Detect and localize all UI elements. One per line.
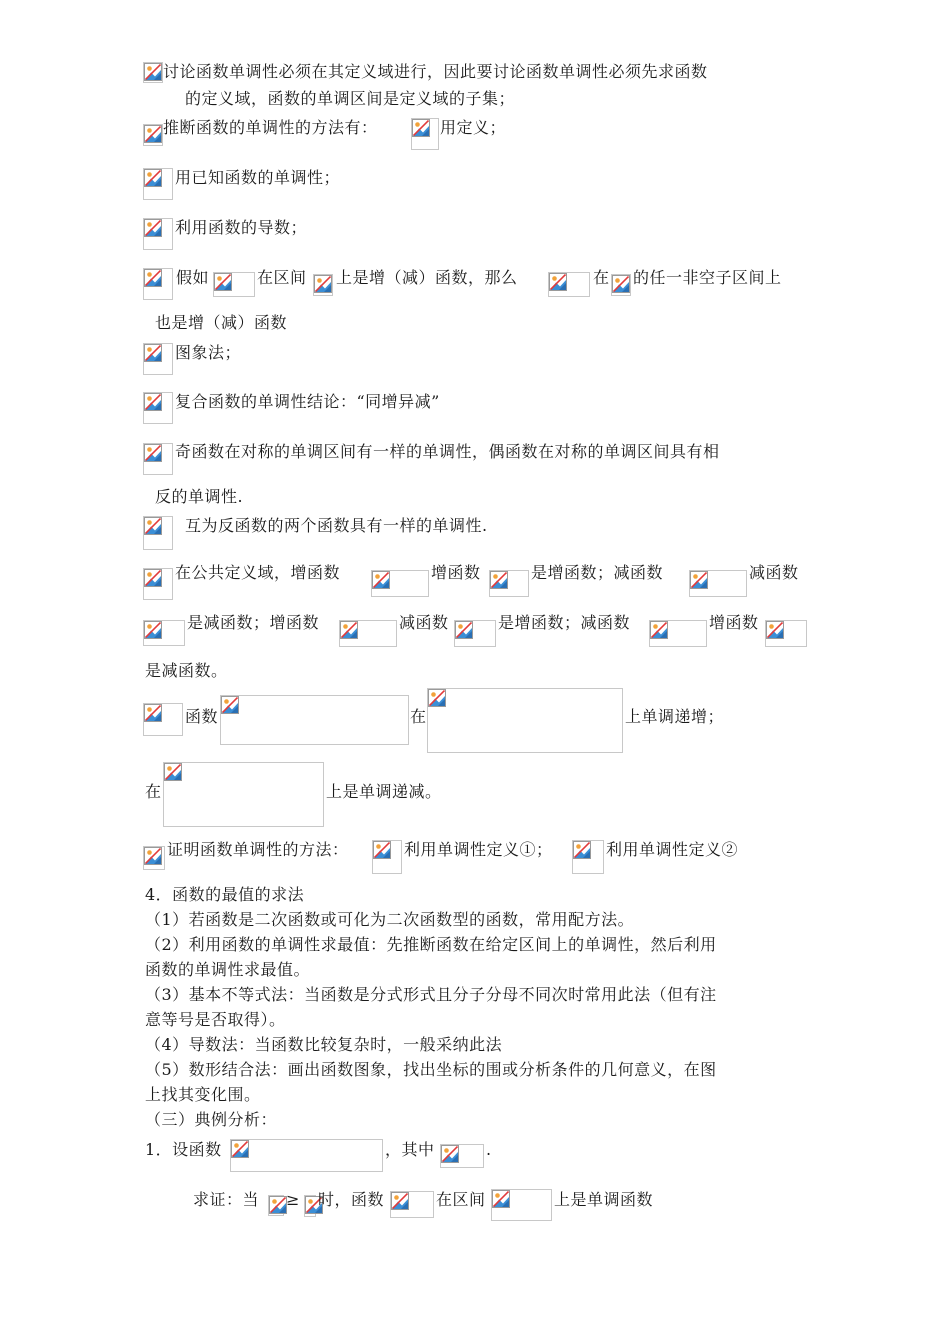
image-placeholder	[163, 762, 324, 827]
broken-image-icon	[164, 763, 182, 781]
broken-image-icon	[231, 1140, 249, 1158]
image-placeholder	[268, 1195, 284, 1216]
image-placeholder	[143, 392, 173, 424]
image-placeholder	[689, 570, 747, 597]
image-placeholder	[143, 124, 163, 146]
text-line: 推断函数的单调性的方法有：	[163, 118, 378, 137]
broken-image-icon	[573, 841, 591, 859]
broken-image-icon	[144, 569, 162, 587]
broken-image-icon	[144, 517, 162, 535]
text-line: .	[486, 1140, 492, 1159]
text-line: 的任一非空子区间上	[633, 268, 782, 287]
text-line: ≥	[286, 1190, 300, 1209]
image-placeholder	[489, 570, 529, 597]
text-line: 增函数	[431, 563, 481, 582]
text-line: 上单调递增；	[625, 707, 725, 726]
image-placeholder	[143, 168, 173, 200]
text-line: 在	[410, 707, 427, 726]
image-placeholder	[454, 620, 496, 647]
image-placeholder	[143, 568, 173, 600]
image-placeholder	[765, 620, 807, 647]
text-line: ，其中	[385, 1140, 435, 1159]
text-line: 在公共定义域，增函数	[175, 563, 341, 582]
broken-image-icon	[373, 841, 391, 859]
broken-image-icon	[490, 571, 508, 589]
text-line: 用定义；	[440, 118, 507, 137]
text-line: 减函数	[399, 613, 449, 632]
image-placeholder	[649, 620, 707, 647]
image-placeholder	[371, 570, 429, 597]
image-placeholder	[143, 443, 173, 475]
image-placeholder	[548, 272, 590, 297]
image-placeholder	[143, 62, 163, 83]
broken-image-icon	[221, 696, 239, 714]
section-heading: 4．函数的最值的求法	[145, 885, 305, 904]
broken-image-icon	[412, 119, 430, 137]
image-placeholder	[220, 695, 409, 745]
broken-image-icon	[214, 273, 232, 291]
text-line: 函数的单调性求最值。	[145, 960, 311, 979]
broken-image-icon	[372, 571, 390, 589]
text-line: 上是增（减）函数，那么	[336, 268, 518, 287]
text-line: 在	[593, 268, 610, 287]
text-line: （3）基本不等式法：当函数是分式形式且分子分母不同次时常用此法（但有注	[145, 985, 717, 1004]
broken-image-icon	[144, 269, 162, 287]
text-line: 在区间	[436, 1190, 486, 1209]
image-placeholder	[390, 1191, 434, 1218]
image-placeholder	[427, 688, 623, 753]
text-line: 用已知函数的单调性；	[175, 168, 341, 187]
broken-image-icon	[144, 169, 162, 187]
image-placeholder	[339, 620, 397, 647]
text-line: 利用函数的导数；	[175, 218, 308, 237]
broken-image-icon	[549, 273, 567, 291]
broken-image-icon	[314, 275, 332, 293]
image-placeholder	[143, 218, 173, 250]
text-line: 讨论函数单调性必须在其定义域进行，因此要讨论函数单调性必须先求函数	[163, 62, 708, 81]
broken-image-icon	[766, 621, 784, 639]
text-line: 意等号是否取得）。	[145, 1010, 286, 1029]
text-line: 假如	[176, 268, 210, 287]
text-line: 增函数	[709, 613, 759, 632]
image-placeholder	[411, 118, 439, 150]
broken-image-icon	[144, 847, 162, 865]
text-line: 是增函数；减函数	[531, 563, 664, 582]
image-placeholder	[143, 343, 173, 375]
broken-image-icon	[144, 444, 162, 462]
text-line: 证明函数单调性的方法：	[167, 840, 349, 859]
broken-image-icon	[144, 621, 162, 639]
text-line: （1）若函数是二次函数或可化为二次函数型的函数，常用配方法。	[145, 910, 635, 929]
image-placeholder	[143, 620, 185, 646]
broken-image-icon	[650, 621, 668, 639]
broken-image-icon	[144, 344, 162, 362]
text-line: （2）利用函数的单调性求最值：先推断函数在给定区间上的单调性，然后利用	[145, 935, 717, 954]
text-line: 的定义域，函数的单调区间是定义域的子集；	[185, 89, 516, 108]
text-line: 减函数	[749, 563, 799, 582]
text-line: 是减函数。	[145, 661, 228, 680]
broken-image-icon	[455, 621, 473, 639]
text-line: 在	[145, 782, 162, 801]
text-line: 奇函数在对称的单调区间有一样的单调性，偶函数在对称的单调区间具有相	[175, 442, 720, 461]
text-line: 复合函数的单调性结论：“同增异减”	[175, 392, 440, 411]
image-placeholder	[230, 1139, 383, 1172]
text-line: 在区间	[257, 268, 307, 287]
text-line: 图象法；	[175, 343, 242, 362]
text-line: 互为反函数的两个函数具有一样的单调性.	[185, 516, 488, 535]
text-line: 1．设函数	[145, 1140, 222, 1159]
image-placeholder	[213, 272, 255, 297]
broken-image-icon	[144, 704, 162, 722]
broken-image-icon	[612, 275, 630, 293]
image-placeholder	[143, 268, 173, 300]
text-line: 上找其变化围。	[145, 1085, 261, 1104]
broken-image-icon	[144, 393, 162, 411]
image-placeholder	[143, 516, 173, 550]
text-line: 利用单调性定义①；	[404, 840, 553, 859]
broken-image-icon	[340, 621, 358, 639]
image-placeholder	[143, 703, 183, 736]
image-placeholder	[491, 1189, 552, 1221]
broken-image-icon	[144, 63, 162, 81]
text-line: 上是单调函数	[554, 1190, 654, 1209]
text-line: （5）数形结合法：画出函数图象，找出坐标的围或分析条件的几何意义，在图	[145, 1060, 717, 1079]
broken-image-icon	[492, 1190, 510, 1208]
text-line: 是减函数；增函数	[187, 613, 320, 632]
text-line: 时，函数	[318, 1190, 385, 1209]
broken-image-icon	[269, 1196, 287, 1214]
image-placeholder	[372, 840, 402, 874]
text-line: 上是单调递减。	[326, 782, 442, 801]
broken-image-icon	[428, 689, 446, 707]
section-heading: （三）典例分析：	[145, 1110, 278, 1129]
broken-image-icon	[391, 1192, 409, 1210]
text-line: 利用单调性定义②	[606, 840, 739, 859]
image-placeholder	[572, 840, 604, 874]
image-placeholder	[143, 846, 165, 870]
broken-image-icon	[144, 125, 162, 143]
text-line: 求证：当	[193, 1190, 260, 1209]
broken-image-icon	[690, 571, 708, 589]
broken-image-icon	[144, 219, 162, 237]
image-placeholder	[313, 274, 333, 296]
text-line: 函数	[185, 707, 219, 726]
text-line: （4）导数法：当函数比较复杂时，一般采纳此法	[145, 1035, 503, 1054]
broken-image-icon	[441, 1145, 459, 1163]
text-line: 也是增（减）函数	[155, 313, 288, 332]
image-placeholder	[440, 1144, 484, 1168]
image-placeholder	[611, 274, 631, 296]
image-placeholder	[304, 1195, 316, 1217]
text-line: 是增函数；减函数	[498, 613, 631, 632]
text-line: 反的单调性.	[155, 487, 244, 506]
